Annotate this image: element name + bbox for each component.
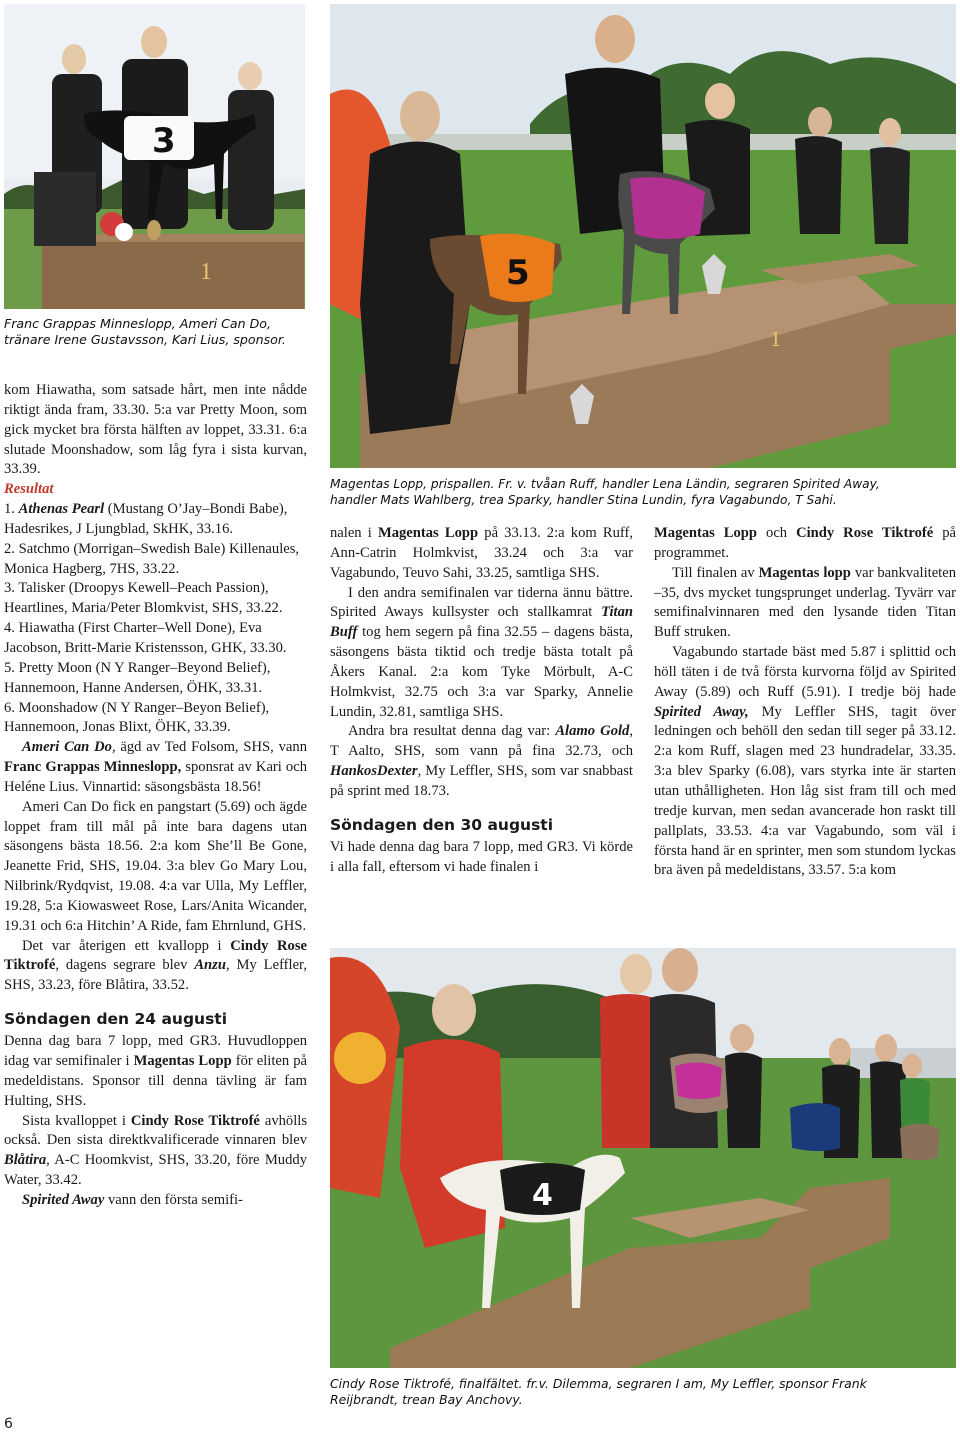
paragraph [330, 722, 633, 801]
text-column-2 [330, 524, 633, 878]
paragraph [4, 937, 307, 997]
text-run: , A-C Hoomkvist, SHS, 33.20, före Muddy Water, 33.42. [4, 1152, 307, 1189]
paragraph [4, 1191, 307, 1211]
section-heading: Söndagen den 24 augusti [4, 1010, 228, 1029]
result-item: 4. Hiawatha (First Charter–Well Done), Eva Jacobson, Britt-Marie Kristensson, GHK, 33.30. [4, 620, 287, 656]
horse-name: Spirited Away, [654, 703, 749, 720]
text-run: Denna dag bara 7 lopp, med GR3. Huvudloppen idag var semifinaler i [4, 1033, 307, 1069]
text-run: för eliten på medeldistans. Sponsor till denna tävling är fam Hulting, SHS. [4, 1053, 307, 1109]
page-number: 6 [4, 1416, 13, 1432]
horse-name: HankosDexter [330, 763, 418, 780]
text-run: , dagens segrare blev [55, 957, 195, 974]
horse-name: Titan Buff [330, 604, 633, 641]
photo-bib-4: 4 [532, 1178, 553, 1213]
paragraph [654, 564, 956, 643]
photo-magentas-lopp-podium [330, 4, 956, 468]
result-item [4, 500, 307, 540]
results-label: Resultat [4, 481, 54, 498]
paragraph [4, 1112, 307, 1191]
photo-bib-3: 3 [152, 121, 176, 161]
text-run: på 33.13. 2:a kom Ruff, Ann-Catrin Holmkvist, 33.24 och 3:a var Vagabundo, Teuvo Sahi, 33.25, samtliga SHS. [330, 525, 633, 581]
horse-name: Anzu [194, 957, 226, 974]
text-run: , T Aalto, SHS, som vann på fina 32.73, och [330, 723, 633, 760]
text-run: avhölls också. Den sista direktkvalificerade vinnaren blev [4, 1112, 307, 1149]
text-run: I den andra semifinalen var tiderna ännu bättre. Spirited Aways kullsyster och stallkamrat [330, 584, 633, 621]
result-item: 5. Pretty Moon (N Y Ranger–Beyond Belief), Hannemoon, Hanne Andersen, ÖHK, 33.31. [4, 659, 271, 696]
text-run: Sista kvalloppet i [22, 1112, 131, 1129]
result-item: 6. Moonshadow (N Y Ranger–Beyon Belief), Hannemoon, Jonas Blixt, ÖHK, 33.39. [4, 699, 270, 736]
text-run: , My Leffler, SHS, 33.23, före Blåtira, 33.52. [4, 957, 307, 994]
caption-line: handler Mats Wahlberg, trea Sparky, handler Stina Lundin, fyra Vagabundo, T Sahi. [330, 493, 837, 507]
paragraph [330, 584, 633, 723]
result-item: 2. Satchmo (Morrigan–Swedish Bale) Killenaules, Monica Hagberg, 7HS, 33.22. [4, 540, 300, 577]
photo-franc-grappas [4, 4, 305, 309]
caption-photo3 [330, 1376, 956, 1408]
result-item: 3. Talisker (Droopys Kewell–Peach Passion), Heartlines, Maria/Peter Blomkvist, SHS, 33.22. [4, 580, 283, 617]
text-run: vann den första semifi- [104, 1191, 243, 1208]
text-run: och [757, 525, 797, 541]
caption-line: tränare Irene Gustavsson, Kari Lius, sponsor. [4, 332, 286, 347]
race-name: Magentas Lopp [654, 525, 758, 541]
paragraph [4, 1032, 307, 1111]
caption-line: Magentas Lopp, prispallen. Fr. v. tvåan Ruff, handler Lena Ländin, segraren Spirited Away, [330, 477, 880, 491]
text-run: Vagabundo startade bäst med 5.87 i splittid och höll täten i de två första kurvorna följd av Spirited Away (5.89) och Ruff (5.91). I tredje böj hade [654, 644, 956, 700]
race-name: Franc Grappas Minneslopp, [4, 759, 182, 776]
paragraph: Ameri Can Do fick en pangstart (5.69) och ägde loppet fram till mål på inte bara dagens utan säsongens bästa 18.56. 2:a kom She’ll Be Gone, Jeanette Frid, SHS, 19.04. 3:a blev Go Mary Lou, Nilbrink/Rydqvist, 19.08. 4:a var Ulla, My Leffler, 19.28, 5:a Kiowasweet Rose, Lars/Anita Wicander, 19.31 och 6:a Hitchin’ A Ride, fam Ehrnlund, GHS. [4, 798, 307, 934]
race-name: Magentas Lopp [377, 525, 479, 541]
paragraph: kom Hiawatha, som satsade hårt, men inte nådde riktigt ända fram, 33.30. 5:a var Pretty Moon, som gick mycket bra första hälften av loppet, 33.31. 6:a slutade Moonshadow, som låg fyra i sista kurvan, 33.39. [4, 382, 307, 478]
photo-bib-5: 5 [506, 253, 530, 293]
text-run: på programmet. [654, 525, 956, 561]
text-run: , My Leffler, SHS, som var snabbast på sprint med 18.73. [330, 763, 633, 799]
paragraph [4, 738, 307, 798]
text-run: Andra bra resultat denna dag var: [348, 723, 556, 740]
result-number: 1. [4, 501, 19, 518]
text-run: My Leffler SHS, tagit över ledningen och behöll den sedan till seger på 33.12. 2:a kom Ruff, slagen med 23 hundradelar, 33.35. 3:a blev Sparky (6.08), vars styrka inte är starten utan uthålligheten. Hon låg sist fram till och med tredje kurvan, men sedan avancerade hon raskt till pallplats, 33.53. 4:a var Vagabundo, som väl i första hand är en sprinter, men som stundom lyckas bra även på medeldistans, 33.57. 5:a kom [654, 703, 957, 879]
photo-cindy-rose-finalist [330, 948, 956, 1368]
text-column-1 [4, 381, 307, 1211]
text-column-3 [654, 524, 956, 881]
caption-line: Reijbrandt, trean Bay Anchovy. [330, 1392, 523, 1407]
race-name: Cindy Rose Tiktrofé [130, 1112, 260, 1129]
horse-name: Alamo Gold [555, 723, 630, 740]
text-run: sponsrat av Kari och Heléne Lius. Vinnartid: säsongsbästa 18.56! [4, 759, 308, 795]
svg-text:1: 1 [200, 259, 212, 285]
race-name: Cindy Rose Tiktrofé [796, 525, 934, 541]
horse-name: Ameri Can Do [22, 739, 112, 756]
horse-name: Spirited Away [22, 1191, 105, 1208]
paragraph [330, 524, 633, 584]
paragraph [654, 643, 956, 881]
race-name: Cindy Rose Tiktrofé [4, 937, 308, 974]
caption-line: Cindy Rose Tiktrofé, finalfältet. fr.v. Dilemma, segraren I am, My Leffler, sponsor Frank [330, 1376, 867, 1391]
race-name: Magentas lopp [758, 564, 851, 581]
text-run: Det var återigen ett kvallopp i [22, 937, 231, 954]
paragraph: Vi hade denna dag bara 7 lopp, med GR3. Vi körde i alla fall, eftersom vi hade finalen i [330, 838, 633, 875]
horse-name: Blåtira [4, 1152, 47, 1169]
results-heading [4, 480, 307, 500]
text-run: tog hem segern på fina 32.55 – dagens bästa, säsongens bästa tiktid och tredje bästa totalt på Åkers Kanal. 2:a kom Tyke Mörbult, A-C Holmkvist, 32.75 och 3:a var Sparky, Annelie Lundin, 32.81, samtliga SHS. [330, 624, 633, 720]
race-name: Magentas Lopp [133, 1053, 232, 1069]
caption-photo1 [4, 316, 305, 348]
text-run: Till finalen av [672, 564, 759, 581]
text-run: nalen i [330, 525, 378, 541]
text-run: var bankvaliteten –35, dvs mycket tungsprunget underlag. Tyvärr var semifinalvinnaren med den lysande tiden Titan Buff struken. [654, 564, 957, 641]
caption-line: Franc Grappas Minneslopp, Ameri Can Do, [4, 316, 272, 331]
paragraph [654, 524, 956, 564]
svg-text:1: 1 [770, 326, 781, 351]
result-detail: (Mustang O’Jay–Bondi Babe), Hadesrikes, J Ljungblad, SkHK, 33.16. [4, 501, 288, 537]
text-run: , ägd av Ted Folsom, SHS, vann [111, 739, 308, 756]
caption-photo2 [330, 476, 956, 508]
horse-name: Athenas Pearl [18, 501, 105, 518]
section-heading: Söndagen den 30 augusti [330, 815, 554, 834]
